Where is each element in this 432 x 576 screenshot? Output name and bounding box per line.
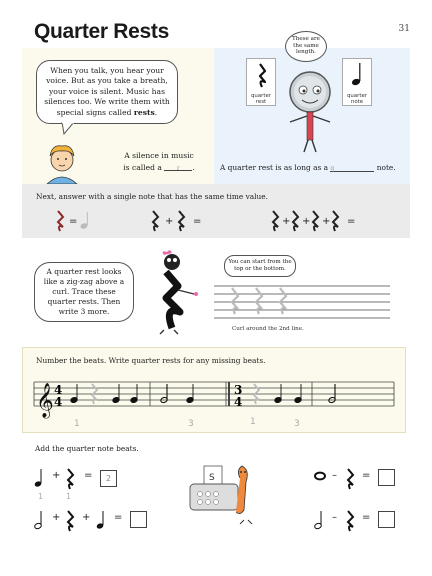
quarter-note-icon-r1 [32, 466, 52, 490]
plus-sign-c1: + [282, 216, 291, 227]
time-sig-1-top: 4 [54, 383, 63, 397]
silence-question [118, 150, 200, 174]
count-r1-a: 1 [38, 492, 44, 501]
plus-sign-b: + [165, 216, 174, 227]
beat-label-3: 1 [250, 417, 256, 427]
addition-instruction: Add the quarter note beats. [35, 444, 139, 453]
equals-r1-right: = [362, 470, 371, 481]
count-r1-b: 1 [66, 492, 72, 501]
equals-r2: = [114, 512, 123, 523]
bubble-tail [60, 122, 80, 136]
answer-box-r1[interactable] [100, 470, 117, 487]
answer-box-r2-right[interactable] [378, 511, 395, 528]
svg-text:S: S [209, 473, 215, 483]
equals-r2-right: = [362, 512, 371, 523]
quarter-rest-icon-r2 [64, 508, 78, 532]
rest-glyph-g [333, 211, 338, 231]
blank-hint-q: q [330, 165, 335, 172]
quarter-rest-icon [247, 59, 277, 89]
trace-staff [214, 282, 390, 324]
as-long-prefix: A quarter rest is as long as a [220, 163, 329, 172]
rest-glyph-a [58, 211, 63, 231]
beats-instruction: Number the beats. Write quarter rests for any missing beats. [36, 356, 266, 365]
page-title: Quarter Rests [34, 20, 169, 43]
quarter-answer-blank[interactable] [330, 163, 374, 172]
quarter-rest-icon-r1 [64, 466, 78, 490]
trace-note-a [80, 212, 89, 230]
time-sig-2-bottom: 4 [234, 395, 243, 409]
equals-r1: = [84, 470, 93, 481]
as-long-suffix: note. [376, 163, 396, 172]
minus-r2: – [332, 512, 337, 523]
half-note-icon-r2-right [312, 508, 332, 532]
equals-sign-b: = [193, 216, 202, 227]
whole-note-icon [312, 468, 328, 484]
rest-glyph-f [313, 211, 318, 231]
quarter-rest-icon-r2-right [344, 508, 358, 532]
beats-staff [32, 372, 396, 428]
plus-sign-c3: + [322, 216, 331, 227]
rest-character-icon [142, 250, 212, 336]
intro-period: . [154, 107, 158, 117]
matching-instruction: Next, answer with a single note that has the same time value. [36, 192, 269, 201]
tip-bubble: You can start from the top or the bottom. [224, 255, 296, 277]
quarter-note-card [342, 58, 372, 106]
magnifier-character-icon [280, 62, 340, 154]
plus-r2a: + [52, 512, 61, 523]
answer-box-r2[interactable] [130, 511, 147, 528]
page-number: 31 [398, 24, 410, 34]
boy-icon [42, 140, 82, 184]
half-note-icon-r2 [32, 508, 52, 532]
quarter-note-icon-r2 [94, 508, 114, 532]
time-sig-2-top: 3 [234, 383, 243, 397]
silence-end: . [192, 163, 195, 172]
time-sig-1-bottom: 4 [54, 395, 63, 409]
plus-sign-c2: + [302, 216, 311, 227]
answer-r1: 2 [105, 474, 112, 483]
intro-bold-word: rests [133, 107, 155, 117]
rest-glyph-d [273, 211, 278, 231]
same-length-bubble: These are the same length. [285, 31, 327, 62]
rests-answer-blank[interactable] [164, 162, 195, 172]
plus-r1: + [52, 470, 61, 481]
beat-label-1: 1 [74, 419, 80, 428]
rest-glyph-b [153, 211, 158, 231]
matching-exercises [36, 207, 406, 233]
plus-r2b: + [82, 512, 91, 523]
rest-glyph-c [179, 211, 184, 231]
equals-sign-c: = [347, 216, 356, 227]
beat-label-2: 3 [188, 419, 194, 428]
intro-speech-bubble [36, 60, 178, 124]
quarter-rest-label: quarter rest [250, 93, 271, 105]
rest-length-question [220, 163, 396, 172]
silence-line-1: A silence in music [124, 151, 194, 160]
curl-hint: Curl around the 2nd line. [232, 326, 304, 332]
minus-r1: – [332, 470, 337, 481]
rest-glyph-e [293, 211, 298, 231]
adding-machine-icon [184, 462, 264, 524]
quarter-rest-card [246, 58, 276, 106]
beat-label-4: 3 [294, 419, 300, 428]
quarter-note-label: quarter note [346, 93, 367, 105]
equals-sign-a: = [69, 216, 78, 227]
silence-line-2: is called a [123, 163, 162, 172]
quarter-rest-icon-r1-right [344, 466, 358, 490]
treble-clef-icon: 𝄞 [36, 383, 54, 418]
trace-instruction-bubble: A quarter rest looks like a zig-zag above a curl. Trace these quarter rests. Then write 3 more. [34, 262, 134, 322]
quarter-note-icon [343, 59, 373, 89]
answer-box-r1-right[interactable] [378, 469, 395, 486]
blank-hint: r [176, 165, 180, 172]
intro-text: When you talk, you hear your voice. But as you take a breath, your voice is silent. Music has silences too. We write them with special signs called [44, 66, 170, 117]
